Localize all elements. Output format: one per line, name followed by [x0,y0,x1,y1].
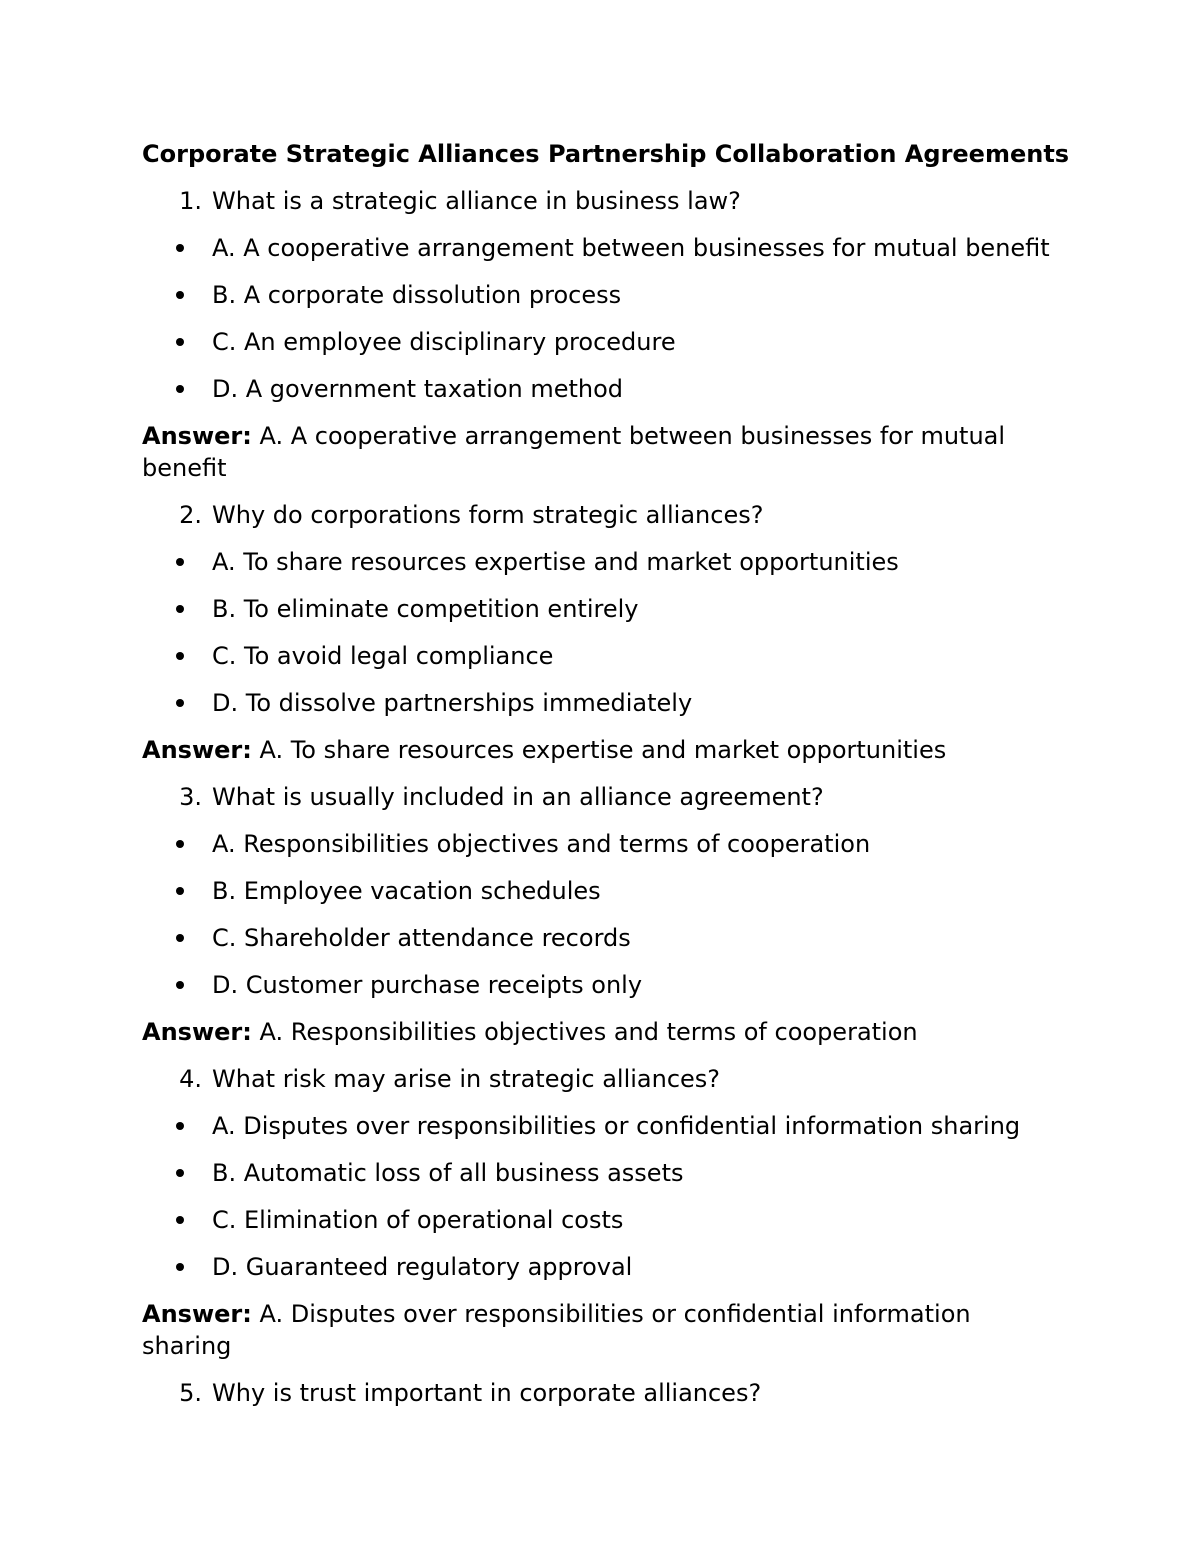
option-text: D. Customer purchase receipts only [212,971,643,999]
option-text: D. To dissolve partnerships immediately [212,689,693,717]
option-b [142,875,1062,907]
document-page [142,138,1070,1424]
answer-text: A. A cooperative arrangement between businesses for mutual benefit [142,422,1006,482]
bullet-icon [142,326,212,358]
question-text: What is a strategic alliance in business law? [212,187,741,215]
answer-label: Answer: [142,1300,252,1328]
bullet-icon [142,687,212,719]
bullet-icon [142,969,212,1001]
bullet-icon [142,1110,212,1142]
bullet-icon [142,1251,212,1283]
option-text: B. Employee vacation schedules [212,877,601,905]
question-4 [142,1063,1062,1095]
question-block-5 [142,1377,1062,1409]
option-text: A. Responsibilities objectives and terms of cooperation [212,830,871,858]
question-text: Why do corporations form strategic alliances? [212,501,764,529]
option-text: C. Elimination of operational costs [212,1206,624,1234]
option-b [142,279,1062,311]
option-text: D. A government taxation method [212,375,624,403]
bullet-icon [142,828,212,860]
question-block-3 [142,781,1062,1048]
answer-2 [142,734,1062,766]
option-c [142,640,1062,672]
option-d [142,969,1062,1001]
bullet-icon [142,373,212,405]
bullet-icon [142,1157,212,1189]
option-text: B. To eliminate competition entirely [212,595,639,623]
option-d [142,1251,1062,1283]
question-number: 4. [179,1065,202,1093]
document-title: Corporate Strategic Alliances Partnership Collaboration Agreements [142,140,1070,168]
question-block-1 [142,185,1062,484]
answer-text: A. Disputes over responsibilities or confidential information sharing [142,1300,971,1360]
bullet-icon [142,593,212,625]
answer-label: Answer: [142,422,252,450]
option-text: B. A corporate dissolution process [212,281,622,309]
options-list [142,546,1062,719]
option-text: A. Disputes over responsibilities or confidential information sharing [212,1112,1021,1140]
question-3 [142,781,1062,813]
question-1 [142,185,1062,217]
question-number: 5. [179,1379,202,1407]
option-c [142,326,1062,358]
question-2 [142,499,1062,531]
question-number: 2. [179,501,202,529]
options-list [142,1110,1062,1283]
option-text: A. To share resources expertise and market opportunities [212,548,899,576]
bullet-icon [142,922,212,954]
bullet-icon [142,232,212,264]
bullet-icon [142,875,212,907]
option-b [142,593,1062,625]
option-text: D. Guaranteed regulatory approval [212,1253,633,1281]
answer-1 [142,420,1062,484]
option-c [142,922,1062,954]
answer-label: Answer: [142,1018,252,1046]
option-a [142,828,1062,860]
bullet-icon [142,546,212,578]
option-text: C. An employee disciplinary procedure [212,328,676,356]
option-text: C. Shareholder attendance records [212,924,631,952]
bullet-icon [142,640,212,672]
option-text: C. To avoid legal compliance [212,642,554,670]
answer-4 [142,1298,1062,1362]
option-a [142,546,1062,578]
option-c [142,1204,1062,1236]
bullet-icon [142,279,212,311]
options-list [142,232,1062,405]
option-d [142,687,1062,719]
question-number: 1. [179,187,202,215]
option-a [142,1110,1062,1142]
question-block-4 [142,1063,1062,1362]
option-text: B. Automatic loss of all business assets [212,1159,684,1187]
option-b [142,1157,1062,1189]
option-text: A. A cooperative arrangement between businesses for mutual benefit [212,234,1050,262]
answer-3 [142,1016,1062,1048]
question-5 [142,1377,1062,1409]
option-d [142,373,1062,405]
option-a [142,232,1062,264]
question-number: 3. [179,783,202,811]
question-text: What risk may arise in strategic alliances? [212,1065,721,1093]
question-text: What is usually included in an alliance agreement? [212,783,824,811]
answer-text: A. Responsibilities objectives and terms of cooperation [259,1018,918,1046]
bullet-icon [142,1204,212,1236]
question-text: Why is trust important in corporate alliances? [212,1379,762,1407]
answer-label: Answer: [142,736,252,764]
options-list [142,828,1062,1001]
question-block-2 [142,499,1062,766]
answer-text: A. To share resources expertise and market opportunities [259,736,947,764]
